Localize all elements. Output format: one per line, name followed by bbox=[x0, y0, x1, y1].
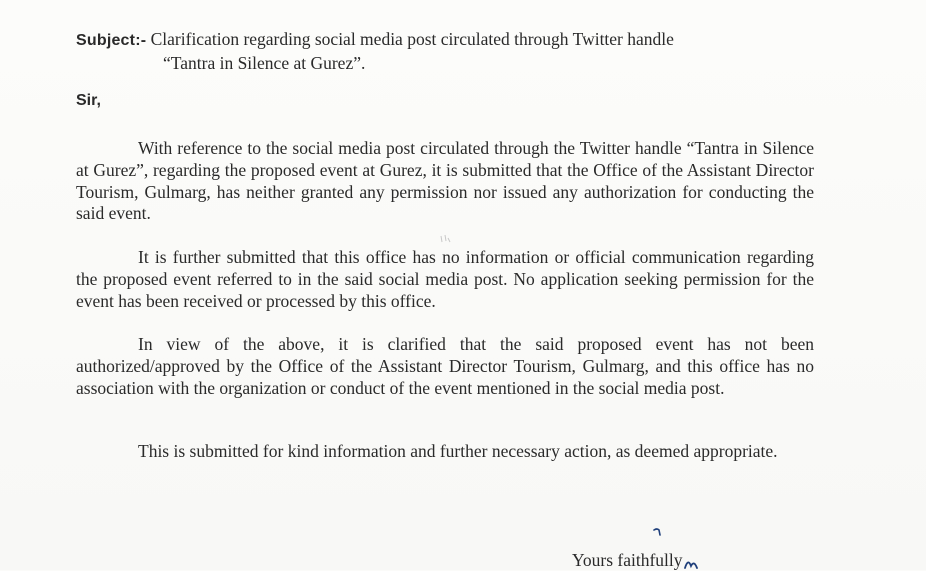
pen-tick-mark bbox=[652, 527, 662, 537]
paragraph-4: This is submitted for kind information and further necessary action, as deemed appropriate. bbox=[138, 441, 778, 461]
paragraph-3: In view of the above, it is clarified that the said proposed event has not been authorized/approved by the Office of the Assistant Director Tourism, Gulmarg, and this office has no association with the organization or conduct of the event mentioned in the social media post. bbox=[76, 334, 814, 398]
subject-block bbox=[76, 28, 816, 74]
paragraph-1: With reference to the social media post circulated through the Twitter handle “Tantra in Silence at Gurez”, regarding the proposed event at Gurez, it is submitted that the Office of the Assistant Director Tourism, Gulmarg, has neither granted any permission nor issued any authorization for conducting the said event. bbox=[76, 138, 814, 224]
subject-label: Subject:- bbox=[76, 32, 147, 49]
paragraph-2: It is further submitted that this office has no information or official communication regarding the proposed event referred to in the said social media post. No application seeking permission for the event has been received or processed by this office. bbox=[76, 247, 814, 311]
scan-smudge-mark bbox=[438, 233, 452, 245]
subject-line-2: “Tantra in Silence at Gurez”. bbox=[163, 53, 366, 73]
pen-flourish-mark bbox=[684, 556, 698, 570]
salutation: Sir, bbox=[76, 92, 101, 109]
subject-line-1: Clarification regarding social media post circulated through Twitter handle bbox=[150, 29, 674, 49]
closing-line: Yours faithfully bbox=[572, 550, 683, 570]
